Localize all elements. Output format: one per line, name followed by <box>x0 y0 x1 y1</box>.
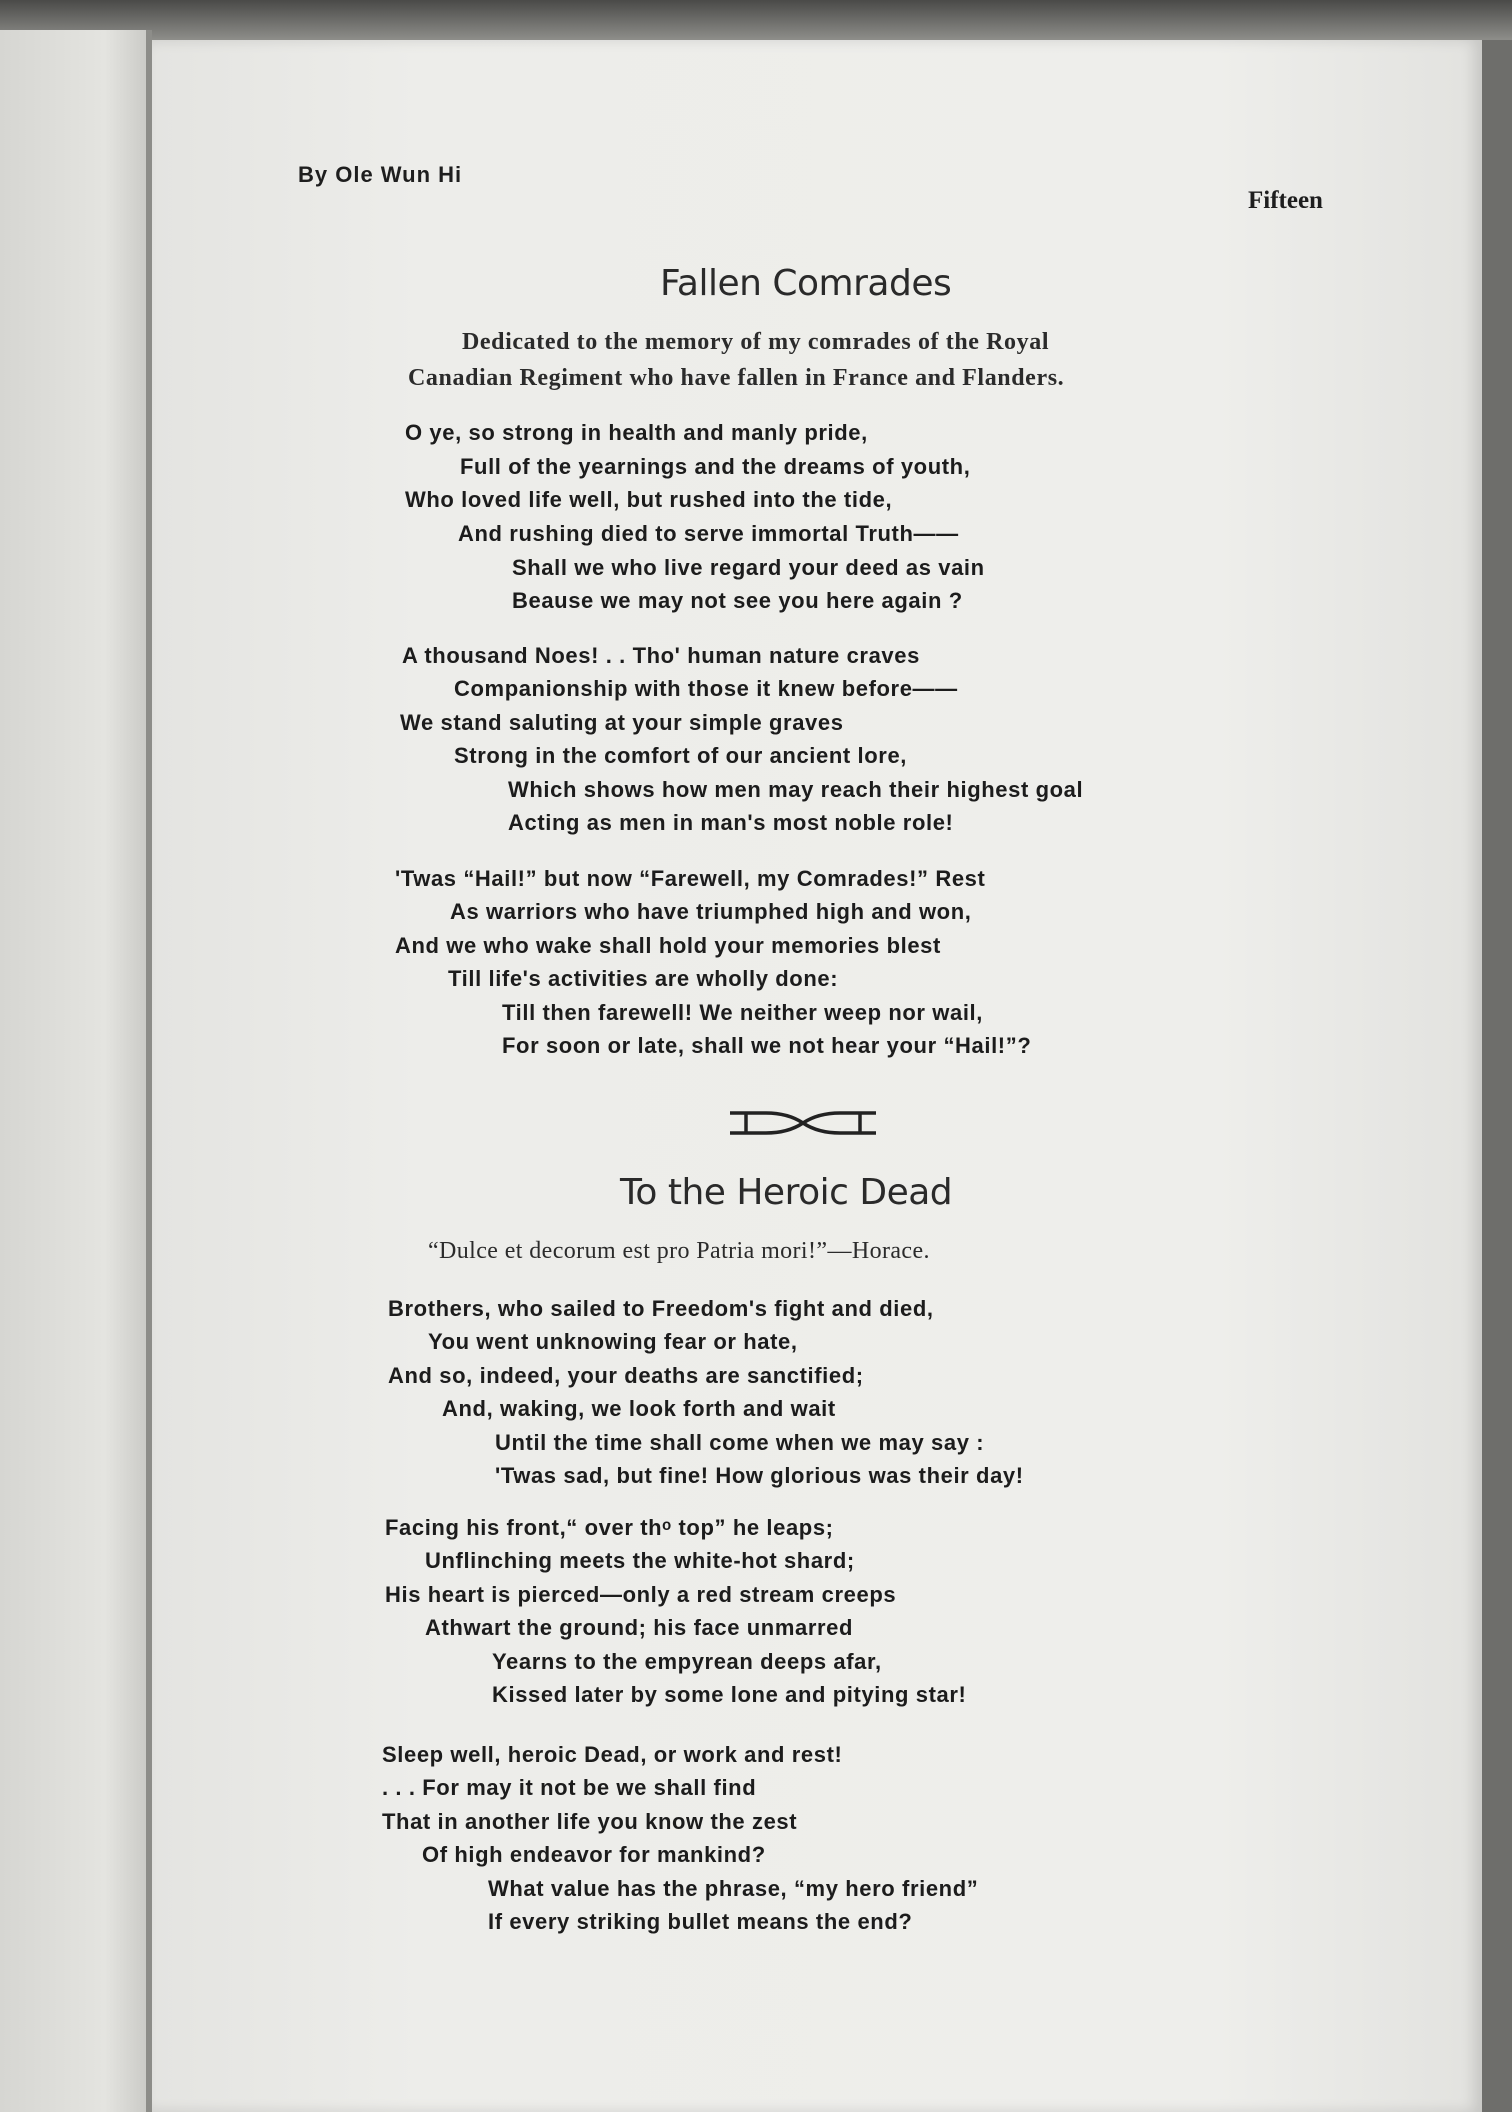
verse-line: . . . For may it not be we shall find <box>382 1775 757 1800</box>
facing-page-edge <box>0 30 150 2112</box>
verse-line: 'Twas “Hail!” but now “Farewell, my Comrades!” Rest <box>395 866 986 891</box>
verse-line: Of high endeavor for mankind? <box>422 1842 766 1867</box>
verse-line: Brothers, who sailed to Freedom's fight and died, <box>388 1296 934 1321</box>
verse-line: His heart is pierced—only a red stream creeps <box>385 1582 897 1607</box>
verse-line: We stand saluting at your simple graves <box>400 710 844 735</box>
verse-line: Kissed later by some lone and pitying star! <box>492 1682 967 1707</box>
verse-line: Unflinching meets the white-hot shard; <box>425 1548 855 1573</box>
verse-line: And, waking, we look forth and wait <box>442 1396 836 1421</box>
verse-line: Sleep well, heroic Dead, or work and rest! <box>382 1742 843 1767</box>
verse-line: As warriors who have triumphed high and won, <box>450 899 972 924</box>
scan-top-edge <box>0 0 1512 40</box>
verse-line: Till life's activities are wholly done: <box>448 966 839 991</box>
poem-title: To the Heroic Dead <box>620 1172 953 1213</box>
verse-line: You went unknowing fear or hate, <box>428 1329 798 1354</box>
verse-line: Acting as men in man's most noble role! <box>508 810 954 835</box>
verse-line: For soon or late, shall we not hear your “Hail!”? <box>502 1033 1032 1058</box>
verse-line: Beause we may not see you here again ? <box>512 588 963 613</box>
verse-line: Who loved life well, but rushed into the tide, <box>405 487 893 512</box>
verse-line: What value has the phrase, “my hero friend” <box>488 1876 979 1901</box>
scan-right-edge <box>1482 40 1512 2112</box>
verse-line: That in another life you know the zest <box>382 1809 798 1834</box>
verse-line: Athwart the ground; his face unmarred <box>425 1615 854 1640</box>
dedication-line: Canadian Regiment who have fallen in France and Flanders. <box>408 365 1065 391</box>
verse-line: O ye, so strong in health and manly pride, <box>405 420 868 445</box>
verse-line: If every striking bullet means the end? <box>488 1909 913 1934</box>
verse-line: Facing his front,“ over thᵒ top” he leaps; <box>385 1515 834 1540</box>
verse-line: And we who wake shall hold your memories blest <box>395 933 941 958</box>
verse-line: Shall we who live regard your deed as vain <box>512 555 985 580</box>
verse-line: Strong in the comfort of our ancient lore, <box>454 743 907 768</box>
verse-line: And rushing died to serve immortal Truth—— <box>458 521 959 546</box>
epigraph: “Dulce et decorum est pro Patria mori!”—Horace. <box>428 1238 930 1264</box>
page-number: Fifteen <box>1248 187 1323 214</box>
verse-line: Full of the yearnings and the dreams of youth, <box>460 454 971 479</box>
verse-line: Yearns to the empyrean deeps afar, <box>492 1649 882 1674</box>
verse-line: 'Twas sad, but fine! How glorious was their day! <box>495 1463 1024 1488</box>
verse-line: Which shows how men may reach their highest goal <box>508 777 1084 802</box>
byline: By Ole Wun Hi <box>298 162 463 187</box>
dedication-line: Dedicated to the memory of my comrades of the Royal <box>462 329 1050 355</box>
verse-line: A thousand Noes! . . Tho' human nature craves <box>402 643 920 668</box>
verse-line: Till then farewell! We neither weep nor wail, <box>502 1000 983 1025</box>
verse-line: Until the time shall come when we may say : <box>495 1430 985 1455</box>
decorative-divider-icon <box>728 1108 878 1143</box>
poem-title: Fallen Comrades <box>660 263 952 304</box>
verse-line: Companionship with those it knew before—— <box>454 676 958 701</box>
verse-line: And so, indeed, your deaths are sanctified; <box>388 1363 864 1388</box>
